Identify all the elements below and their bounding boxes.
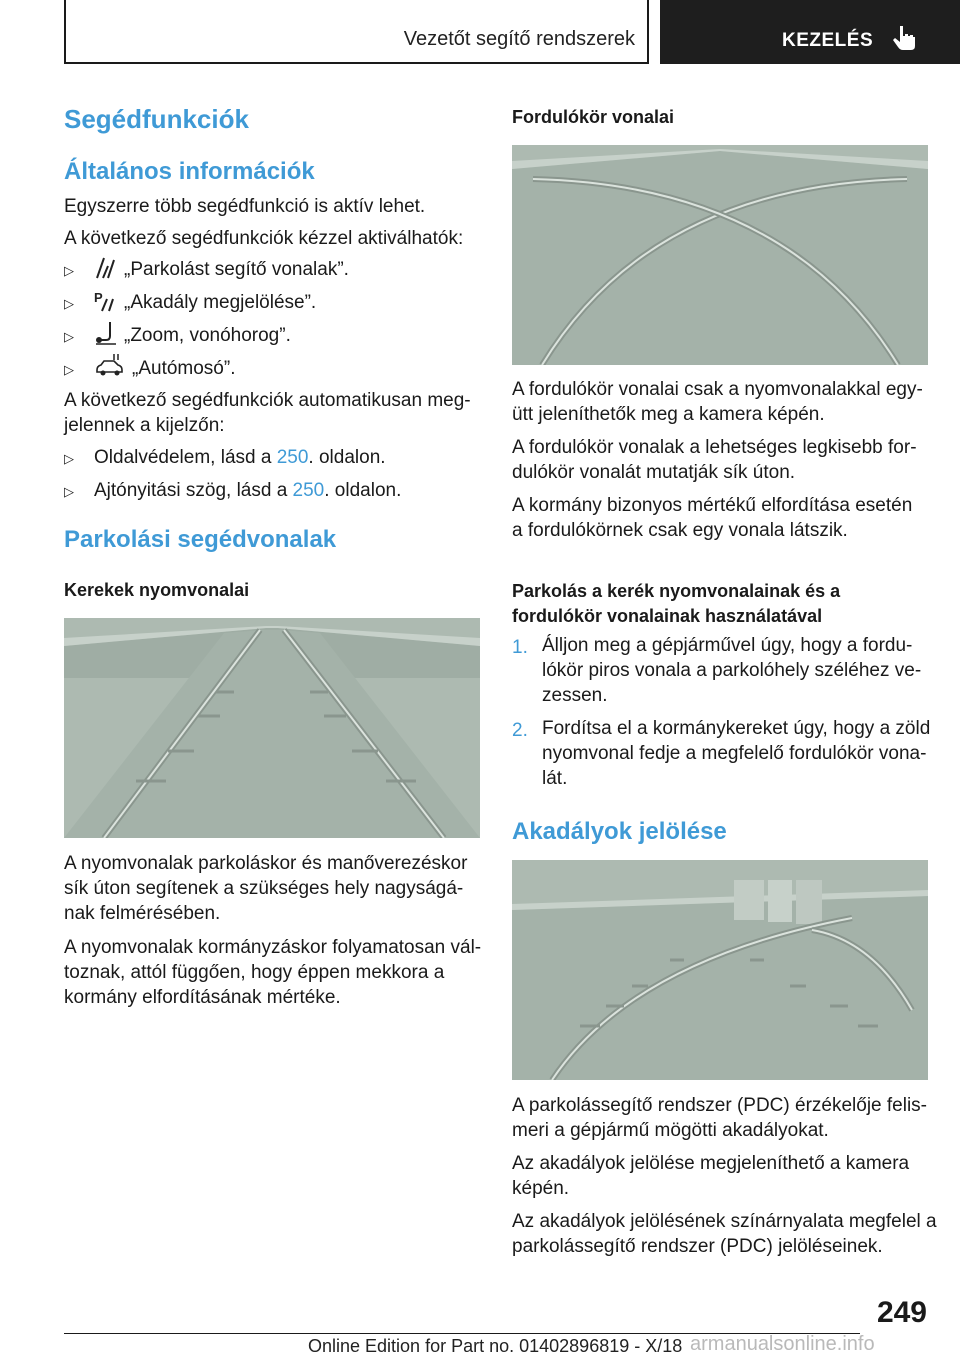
paragraph: toznak, attól függően, hogy éppen mekkora a: [64, 962, 445, 983]
subheading-tracks: Kerekek nyomvonalai: [64, 580, 250, 600]
step-text: nyomvonal fedje a megfelelő fordulókör vona-: [542, 743, 927, 764]
car-wash-icon: [94, 352, 126, 378]
section-heading-general: Általános információk: [64, 158, 315, 185]
step-text: zessen.: [542, 685, 608, 706]
list-item-text: Oldalvédelem, lásd a: [94, 447, 277, 468]
paragraph: A fordulókör vonalai csak a nyomvonalakkal egy-: [512, 379, 923, 400]
subheading-parking-both: Parkolás a kerék nyomvonalainak és a: [512, 581, 841, 601]
svg-text:P: P: [94, 290, 103, 305]
tow-hitch-zoom-icon: [94, 320, 118, 346]
obstacle-marking-icon: [94, 289, 116, 313]
wheel-tracks-camera-image: [64, 618, 480, 838]
paragraph: Az akadályok jelölése megjeleníthető a kamera: [512, 1153, 910, 1174]
paragraph: A nyomvonalak kormányzáskor folyamatosan vál-: [64, 937, 482, 958]
paragraph: parkolássegítő rendszer (PDC) jelöléseinek.: [512, 1236, 883, 1257]
bullet-triangle-icon: ▷: [64, 484, 74, 499]
paragraph: Egyszerre több segédfunkció is aktív lehet.: [64, 196, 426, 217]
header-tab-label: KEZELÉS: [782, 30, 874, 51]
hand-pointer-icon: [892, 22, 922, 52]
bullet-triangle-icon: ▷: [64, 263, 74, 278]
section-heading-obstacle: Akadályok jelölése: [512, 818, 727, 845]
subheading-turning: Fordulókör vonalai: [512, 107, 675, 127]
bullet-triangle-icon: ▷: [64, 362, 74, 377]
bullet-triangle-icon: ▷: [64, 329, 74, 344]
list-item-text: Ajtónyitási szög, lásd a: [94, 480, 293, 501]
paragraph: dulókör vonalát mutatják sík úton.: [512, 462, 796, 483]
paragraph: ütt jeleníthetők meg a kamera képén.: [512, 404, 825, 425]
step-text: Álljon meg a gépjárművel úgy, hogy a fordu-: [542, 635, 913, 656]
section-heading-parking: Parkolási segédvonalak: [64, 526, 337, 553]
header-section-box: [64, 0, 649, 64]
step-text: lát.: [542, 768, 568, 789]
watermark: armanualsonline.info: [690, 1333, 875, 1355]
header-tab: [660, 0, 960, 64]
paragraph: meri a gépjármű mögötti akadályokat.: [512, 1120, 829, 1141]
obstacle-marking-camera-image: [512, 860, 928, 1080]
list-item-text: „Autómosó”.: [132, 358, 236, 379]
paragraph: kormány elfordításának mértéke.: [64, 987, 341, 1008]
paragraph: jelennek a kijelzőn:: [64, 415, 225, 436]
paragraph: A fordulókör vonalak a lehetséges legkisebb for-: [512, 437, 917, 458]
page-link[interactable]: 250: [292, 480, 325, 501]
paragraph: A következő segédfunkciók kézzel aktiválhatók:: [64, 228, 464, 249]
list-item-text: . oldalon.: [308, 447, 386, 468]
list-item-text: „Zoom, vonóhorog”.: [124, 325, 291, 346]
step-number: 2.: [512, 720, 528, 741]
paragraph: a fordulókörnek csak egy vonala látszik.: [512, 520, 848, 541]
footer-edition: Online Edition for Part no. 01402896819 - X/18: [308, 1336, 683, 1356]
parking-lines-icon: [94, 256, 116, 280]
list-item: [94, 445, 386, 471]
step-number: 1.: [512, 637, 528, 658]
paragraph: A következő segédfunkciók automatikusan meg-: [64, 390, 471, 411]
bullet-triangle-icon: ▷: [64, 296, 74, 311]
list-item: [94, 478, 401, 504]
paragraph: A kormány bizonyos mértékű elfordítása esetén: [512, 495, 913, 516]
step-text: lókör piros vonala a parkolóhely széléhez ve-: [542, 660, 922, 681]
page-heading: Segédfunkciók: [64, 104, 249, 134]
step-text: Fordítsa el a kormánykereket úgy, hogy a zöld: [542, 718, 931, 739]
paragraph: sík úton segítenek a szükséges hely nagyságá-: [64, 878, 464, 899]
subheading-parking-both: fordulókör vonalainak használatával: [512, 606, 823, 626]
list-item-text: „Parkolást segítő vonalak”.: [124, 259, 349, 280]
paragraph: Az akadályok jelölésének színárnyalata megfelel a: [512, 1211, 937, 1232]
paragraph: nak felmérésében.: [64, 903, 221, 924]
page-number: 249: [876, 1296, 927, 1329]
list-item-text: . oldalon.: [324, 480, 402, 501]
page-link[interactable]: 250: [276, 447, 309, 468]
paragraph: A parkolássegítő rendszer (PDC) érzékelője felis-: [512, 1095, 928, 1116]
bullet-triangle-icon: ▷: [64, 451, 74, 466]
turning-circle-camera-image: [512, 145, 928, 365]
list-item-text: „Akadály megjelölése”.: [124, 292, 317, 313]
paragraph: képén.: [512, 1178, 570, 1199]
paragraph: A nyomvonalak parkoláskor és manőverezéskor: [64, 853, 468, 874]
header-section-title: Vezetőt segítő rendszerek: [403, 28, 635, 50]
